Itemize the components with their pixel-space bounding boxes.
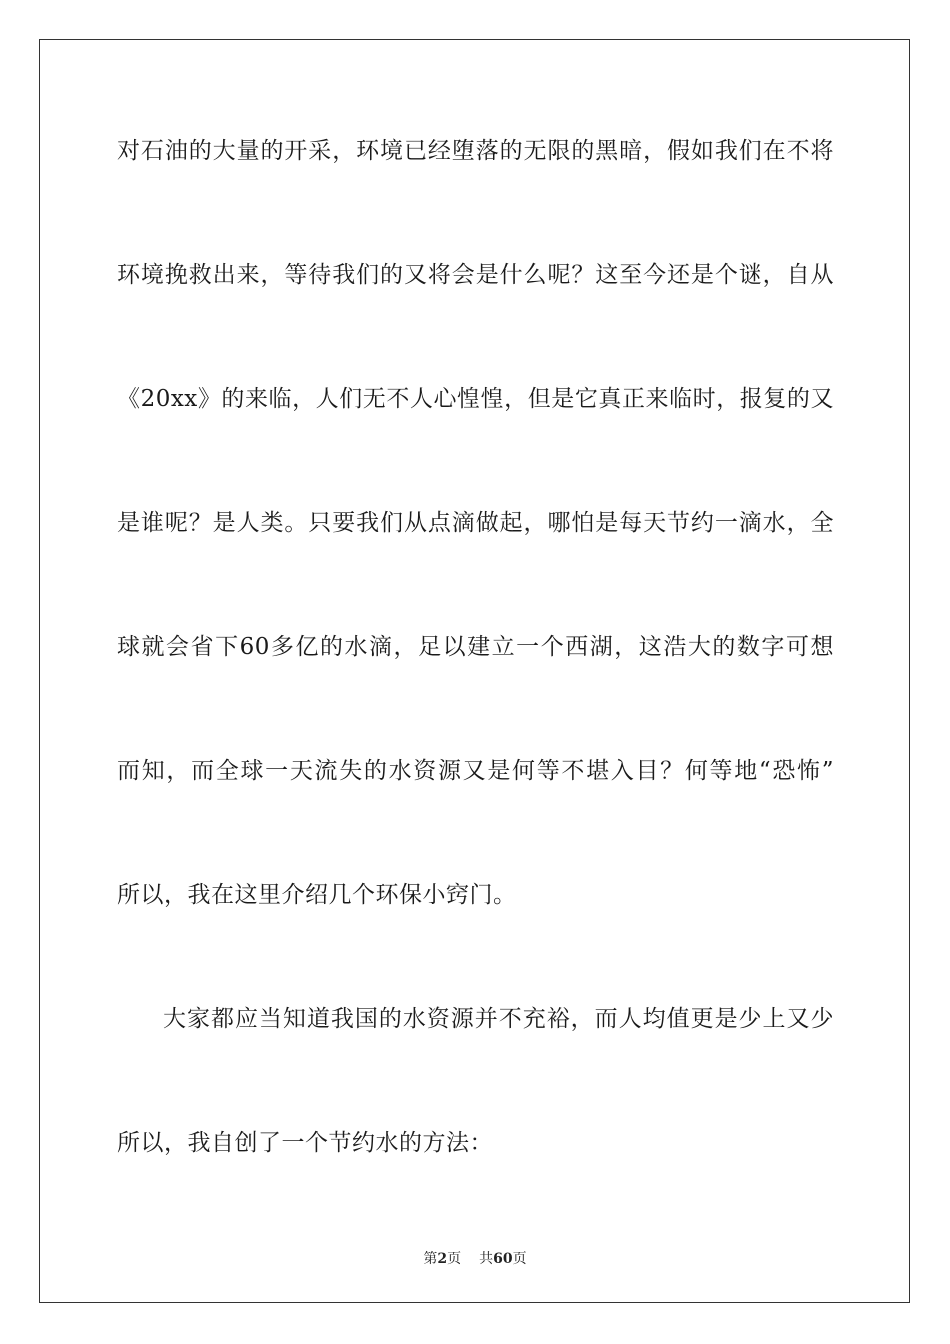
text-line-8: 大家都应当知道我国的水资源并不充裕，而人均值更是少上又少 xyxy=(163,1006,834,1032)
page-current: 2 xyxy=(437,1251,448,1267)
total-suffix: 页 xyxy=(512,1251,527,1267)
text-line-1: 对石油的大量的开采，环境已经堕落的无限的黑暗，假如我们在不将 xyxy=(117,138,834,164)
page-footer xyxy=(0,1248,950,1268)
text-line-9: 所以，我自创了一个节约水的方法： xyxy=(117,1130,493,1156)
document-body xyxy=(117,127,834,1243)
text-line-4: 是谁呢？是人类。只要我们从点滴做起，哪怕是每天节约一滴水，全 xyxy=(117,510,834,536)
text-line-7: 所以，我在这里介绍几个环保小窍门。 xyxy=(117,882,517,908)
page-suffix: 页 xyxy=(447,1251,462,1267)
text-line-2: 环境挽救出来，等待我们的又将会是什么呢？这至今还是个谜，自从 xyxy=(117,262,834,288)
page-prefix: 第 xyxy=(423,1251,438,1267)
text-line-3: 《20xx》的来临，人们无不人心惶惶，但是它真正来临时，报复的又 xyxy=(117,386,834,412)
total-prefix: 共 xyxy=(479,1251,494,1267)
text-line-5: 球就会省下60多亿的水滴，足以建立一个西湖，这浩大的数字可想 xyxy=(117,634,834,660)
text-line-6: 而知，而全球一天流失的水资源又是何等不堪入目？何等地“恐怖” xyxy=(117,758,834,784)
page-total: 60 xyxy=(493,1251,513,1267)
